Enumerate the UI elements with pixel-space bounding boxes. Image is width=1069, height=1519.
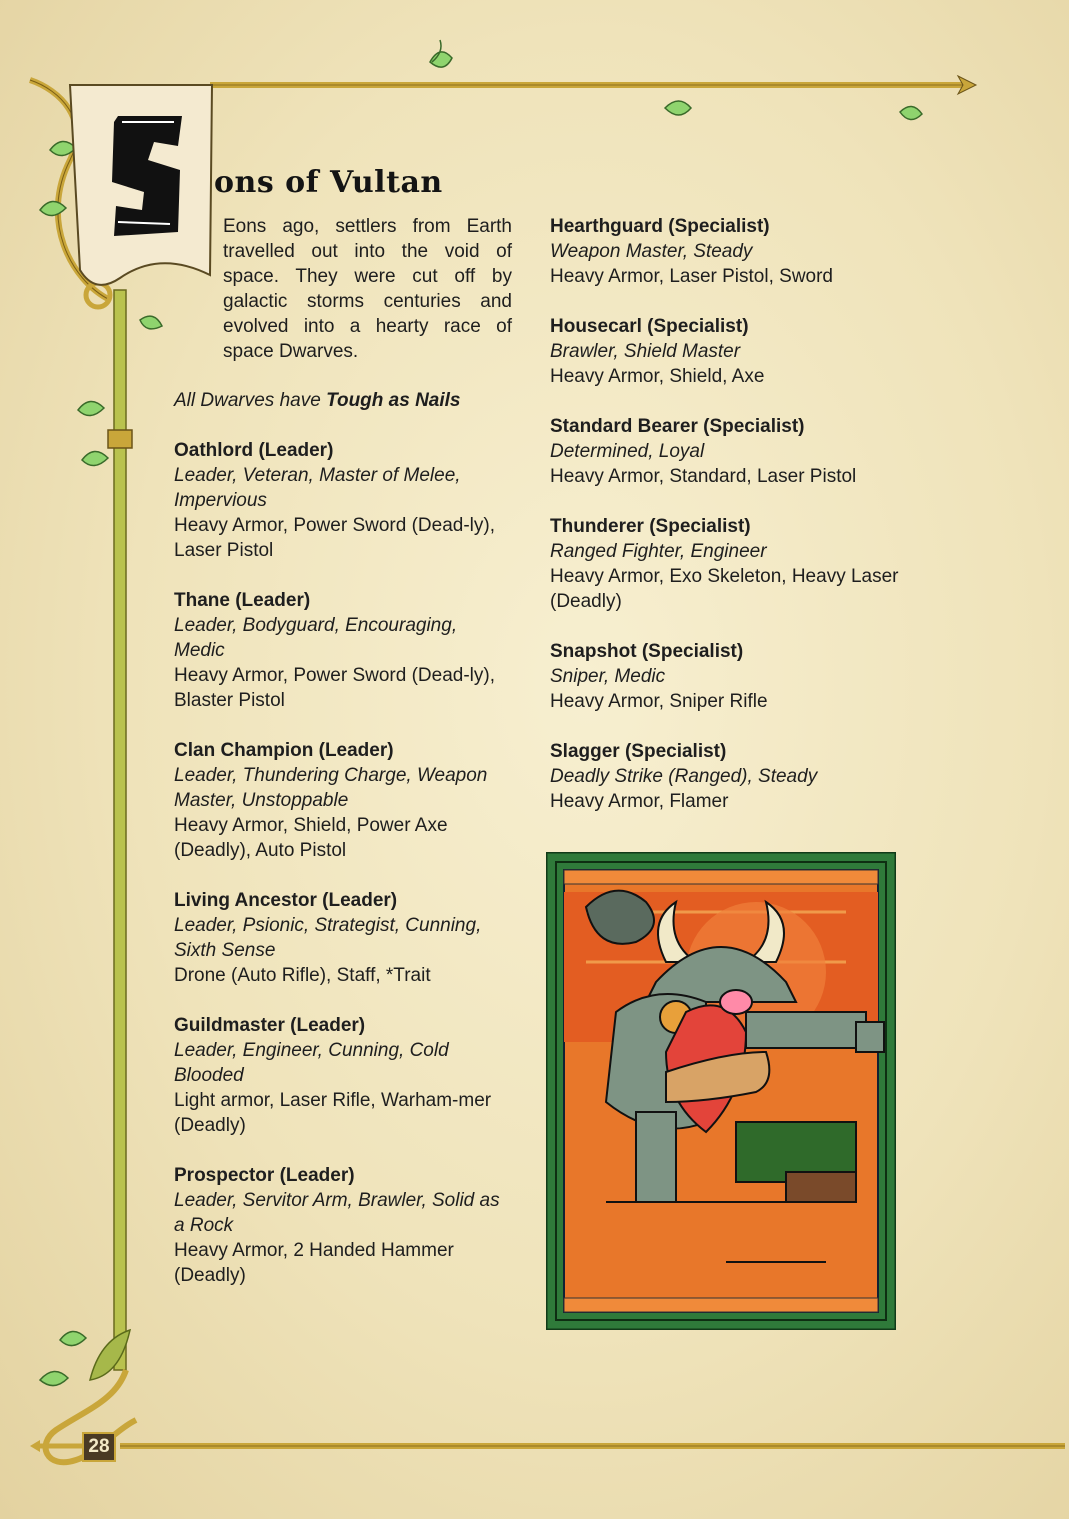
unit-name: Thane (Leader) <box>174 590 311 611</box>
unit-entry <box>550 514 950 614</box>
unit-entry <box>550 414 950 489</box>
unit-traits: Leader, Bodyguard, Encouraging, Medic <box>174 615 458 661</box>
unit-gear: Heavy Armor, Power Sword (Dead-ly), Laser Pistol <box>174 515 495 561</box>
unit-traits: Leader, Veteran, Master of Melee, Impervious <box>174 465 461 511</box>
unit-name: Standard Bearer (Specialist) <box>550 416 805 437</box>
drop-cap-letter: S <box>146 188 148 189</box>
unit-gear: Light armor, Laser Rifle, Warham-mer (Deadly) <box>174 1090 492 1136</box>
unit-traits: Ranged Fighter, Engineer <box>550 541 767 562</box>
note-keyword: Tough as Nails <box>326 390 461 411</box>
note-prefix: All Dwarves have <box>174 390 327 411</box>
unit-entry <box>550 739 950 814</box>
unit-name: Oathlord (Leader) <box>174 440 334 461</box>
unit-traits: Leader, Servitor Arm, Brawler, Solid as a Rock <box>174 1190 500 1236</box>
leader-column <box>174 388 510 1313</box>
unit-name: Living Ancestor (Leader) <box>174 890 398 911</box>
unit-traits: Leader, Thundering Charge, Weapon Master, Unstoppable <box>174 765 488 811</box>
intro-paragraph: Eons ago, settlers from Earth travelled out into the void of space. They were cut off by galactic storms centuries and evolved into a hearty race of space Dwarves. <box>223 216 512 362</box>
unit-name: Clan Champion (Leader) <box>174 740 394 761</box>
unit-name: Prospector (Leader) <box>174 1165 355 1186</box>
unit-traits: Determined, Loyal <box>550 441 705 462</box>
unit-name: Thunderer (Specialist) <box>550 516 751 537</box>
unit-name: Hearthguard (Specialist) <box>550 216 770 237</box>
unit-gear: Heavy Armor, Shield, Power Axe (Deadly), Auto Pistol <box>174 815 448 861</box>
unit-entry <box>550 639 950 714</box>
unit-traits: Brawler, Shield Master <box>550 341 741 362</box>
unit-traits: Deadly Strike (Ranged), Steady <box>550 766 818 787</box>
unit-gear: Heavy Armor, Flamer <box>550 791 729 812</box>
unit-traits: Weapon Master, Steady <box>550 241 753 262</box>
page-title: ons of Vultan <box>214 165 443 200</box>
unit-gear: Heavy Armor, Shield, Axe <box>550 366 765 387</box>
unit-traits: Leader, Engineer, Cunning, Cold Blooded <box>174 1040 449 1086</box>
dwarf-illustration <box>546 852 896 1330</box>
unit-entry <box>550 214 950 289</box>
unit-gear: Heavy Armor, Laser Pistol, Sword <box>550 266 833 287</box>
unit-traits: Sniper, Medic <box>550 666 666 687</box>
unit-gear: Heavy Armor, 2 Handed Hammer (Deadly) <box>174 1240 454 1286</box>
unit-gear: Heavy Armor, Sniper Rifle <box>550 691 768 712</box>
unit-entry <box>174 1163 510 1288</box>
unit-entry <box>174 888 510 988</box>
drop-cap-glyph <box>108 112 186 240</box>
unit-entry <box>174 738 510 863</box>
unit-gear: Heavy Armor, Standard, Laser Pistol <box>550 466 857 487</box>
unit-name: Snapshot (Specialist) <box>550 641 744 662</box>
specialist-list <box>550 214 950 814</box>
unit-entry <box>174 1013 510 1138</box>
drop-cap <box>108 112 186 240</box>
unit-gear: Drone (Auto Rifle), Staff, *Trait <box>174 965 431 986</box>
unit-entry <box>174 438 510 563</box>
specialist-column <box>550 214 950 839</box>
leader-list <box>174 438 510 1288</box>
unit-gear: Heavy Armor, Power Sword (Dead-ly), Blaster Pistol <box>174 665 495 711</box>
unit-name: Guildmaster (Leader) <box>174 1015 366 1036</box>
page-number: 28 <box>82 1432 116 1462</box>
unit-entry <box>550 314 950 389</box>
unit-gear: Heavy Armor, Exo Skeleton, Heavy Laser (Deadly) <box>550 566 899 612</box>
unit-traits: Leader, Psionic, Strategist, Cunning, Sixth Sense <box>174 915 482 961</box>
unit-name: Slagger (Specialist) <box>550 741 727 762</box>
unit-name: Housecarl (Specialist) <box>550 316 749 337</box>
dwarf-rule-note <box>174 388 510 413</box>
unit-entry <box>174 588 510 713</box>
